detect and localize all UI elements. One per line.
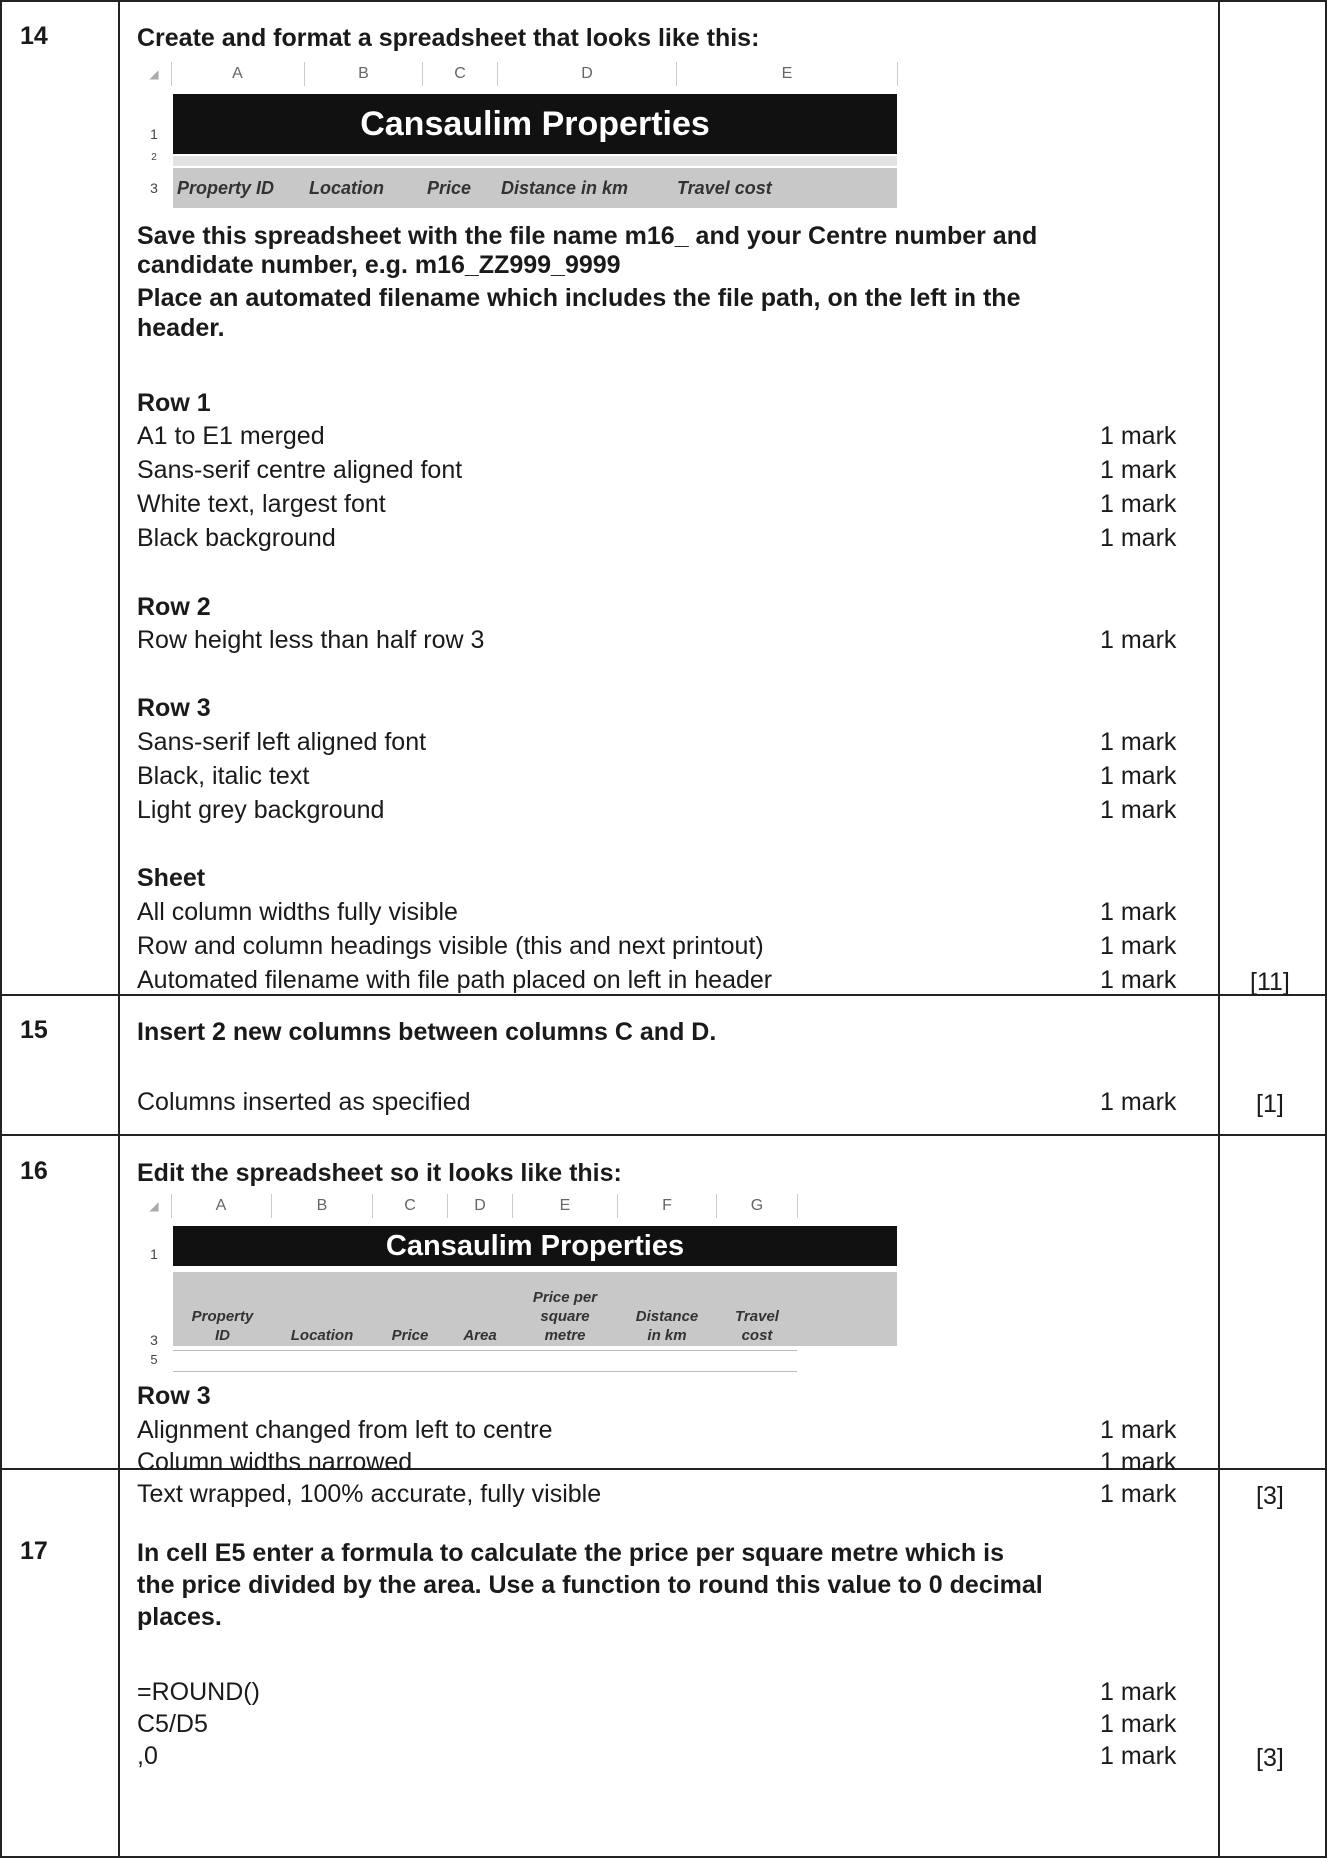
header-line: Price bbox=[391, 1327, 429, 1344]
question-instruction: Edit the spreadsheet so it looks like this: bbox=[137, 1159, 622, 1187]
mark-label: 1 mark bbox=[1100, 728, 1177, 756]
column-header: G bbox=[717, 1194, 798, 1218]
mark-label: 1 mark bbox=[1100, 898, 1177, 926]
criterion: C5/D5 bbox=[137, 1710, 208, 1738]
criterion: Black, italic text bbox=[137, 762, 310, 790]
header-cell bbox=[513, 1272, 617, 1346]
criterion: A1 to E1 merged bbox=[137, 422, 325, 450]
question-total-marks: [11] bbox=[1250, 968, 1290, 996]
header-cell bbox=[618, 1272, 716, 1346]
mark-label: 1 mark bbox=[1100, 456, 1177, 484]
question-instruction: Create and format a spreadsheet that looks like this: bbox=[137, 24, 760, 52]
spreadsheet-sample-q14 bbox=[137, 62, 897, 212]
header-cell: Price bbox=[427, 178, 472, 198]
section-heading-row3: Row 3 bbox=[137, 694, 211, 722]
criterion: Columns inserted as specified bbox=[137, 1088, 471, 1116]
criterion: All column widths fully visible bbox=[137, 898, 458, 926]
row-divider-15-16 bbox=[0, 1134, 1327, 1136]
header-instruction-line: Place an automated filename which includes the file path, on the left in the bbox=[137, 284, 1021, 312]
question-total-marks: [3] bbox=[1256, 1744, 1284, 1772]
column-header: B bbox=[272, 1194, 373, 1218]
section-heading-row2: Row 2 bbox=[137, 593, 211, 621]
header-cell: Location bbox=[309, 178, 384, 198]
header-line: in km bbox=[647, 1327, 687, 1344]
save-instruction-line: Save this spreadsheet with the file name m16_ and your Centre number and bbox=[137, 222, 1038, 250]
column-header: C bbox=[373, 1194, 448, 1218]
mark-label: 1 mark bbox=[1100, 966, 1177, 994]
header-cell bbox=[173, 1272, 272, 1346]
question-text-line: In cell E5 enter a formula to calculate the price per square metre which is bbox=[137, 1539, 1004, 1567]
column-header: D bbox=[498, 62, 677, 86]
header-line: Distance bbox=[635, 1308, 699, 1325]
criterion: =ROUND() bbox=[137, 1678, 260, 1706]
column-header: D bbox=[448, 1194, 513, 1218]
question-number: 14 bbox=[20, 22, 48, 50]
header-cell bbox=[373, 1272, 447, 1346]
column-header: B bbox=[305, 62, 423, 86]
row-number: 2 bbox=[151, 152, 157, 163]
row-number: 3 bbox=[150, 1332, 158, 1348]
mark-label: 1 mark bbox=[1100, 626, 1177, 654]
mark-label: 1 mark bbox=[1100, 1678, 1177, 1706]
criterion: Row and column headings visible (this and next printout) bbox=[137, 932, 764, 960]
question-number: 17 bbox=[20, 1537, 48, 1565]
header-cell bbox=[717, 1272, 797, 1346]
mark-label: 1 mark bbox=[1100, 1088, 1177, 1116]
spreadsheet-sample-q16 bbox=[137, 1194, 897, 1369]
header-line: Location bbox=[290, 1327, 354, 1344]
section-heading-sheet: Sheet bbox=[137, 864, 206, 892]
question-total-marks: [3] bbox=[1256, 1482, 1284, 1510]
header-line: square bbox=[540, 1308, 590, 1325]
header-line: Travel bbox=[735, 1308, 779, 1325]
column-header: C bbox=[423, 62, 498, 86]
criterion: Text wrapped, 100% accurate, fully visible bbox=[137, 1480, 602, 1508]
column-divider-number bbox=[118, 0, 120, 1858]
question-text-line: places. bbox=[137, 1603, 222, 1631]
question-total-marks: [1] bbox=[1256, 1090, 1284, 1118]
header-line: metre bbox=[544, 1327, 586, 1344]
mark-label: 1 mark bbox=[1100, 1448, 1177, 1476]
sheet-title-cell: Cansaulim Properties bbox=[173, 94, 897, 154]
table-border-top bbox=[0, 0, 1327, 2]
criterion: Row height less than half row 3 bbox=[137, 626, 485, 654]
header-line: Property bbox=[191, 1308, 254, 1325]
criterion: Alignment changed from left to centre bbox=[137, 1416, 553, 1444]
header-cell bbox=[448, 1272, 512, 1346]
header-cell: Property ID bbox=[177, 178, 275, 198]
section-heading-row3: Row 3 bbox=[137, 1382, 211, 1410]
mark-label: 1 mark bbox=[1100, 422, 1177, 450]
question-text-line: the price divided by the area. Use a function to round this value to 0 decimal bbox=[137, 1571, 1043, 1599]
question-number: 15 bbox=[20, 1016, 48, 1044]
mark-label: 1 mark bbox=[1100, 762, 1177, 790]
criterion: Automated filename with file path placed on left in header bbox=[137, 966, 773, 994]
select-all-corner: ◢ bbox=[137, 62, 172, 86]
row-number: 3 bbox=[150, 180, 158, 196]
header-cell bbox=[272, 1272, 372, 1346]
select-all-corner: ◢ bbox=[137, 1194, 172, 1218]
row-number: 1 bbox=[150, 1246, 158, 1262]
criterion: Black background bbox=[137, 524, 336, 552]
sheet-title-cell: Cansaulim Properties bbox=[173, 1226, 897, 1266]
question-instruction: Insert 2 new columns between columns C and D. bbox=[137, 1018, 717, 1046]
criterion: ,0 bbox=[137, 1742, 158, 1770]
sheet-empty-row bbox=[173, 1350, 797, 1372]
criterion: Column widths narrowed bbox=[137, 1448, 413, 1476]
column-header: A bbox=[171, 1194, 272, 1218]
mark-label: 1 mark bbox=[1100, 1742, 1177, 1770]
header-line: Price per bbox=[532, 1289, 598, 1306]
header-cell: Travel cost bbox=[677, 178, 772, 198]
mark-label: 1 mark bbox=[1100, 1480, 1177, 1508]
row-number: 1 bbox=[150, 126, 158, 142]
column-header: E bbox=[677, 62, 898, 86]
mark-label: 1 mark bbox=[1100, 490, 1177, 518]
table-border-left bbox=[0, 0, 2, 1858]
header-cell: Distance in km bbox=[501, 178, 629, 198]
column-header: F bbox=[618, 1194, 717, 1218]
criterion: Sans-serif centre aligned font bbox=[137, 456, 463, 484]
question-number: 16 bbox=[20, 1157, 48, 1185]
column-header: E bbox=[513, 1194, 618, 1218]
header-line: cost bbox=[741, 1327, 773, 1344]
row-number: 5 bbox=[150, 1352, 158, 1367]
criterion: Sans-serif left aligned font bbox=[137, 728, 427, 756]
section-heading-row1: Row 1 bbox=[137, 389, 211, 417]
column-divider-marks bbox=[1218, 0, 1220, 1858]
save-instruction-line: candidate number, e.g. m16_ZZ999_9999 bbox=[137, 251, 621, 279]
mark-label: 1 mark bbox=[1100, 1416, 1177, 1444]
mark-label: 1 mark bbox=[1100, 1710, 1177, 1738]
mark-label: 1 mark bbox=[1100, 524, 1177, 552]
header-line: Area bbox=[463, 1327, 497, 1344]
mark-label: 1 mark bbox=[1100, 796, 1177, 824]
mark-label: 1 mark bbox=[1100, 932, 1177, 960]
sheet-row-2 bbox=[173, 156, 897, 166]
header-instruction-line: header. bbox=[137, 314, 225, 342]
column-header: A bbox=[171, 62, 305, 86]
criterion: White text, largest font bbox=[137, 490, 386, 518]
header-line: ID bbox=[215, 1327, 230, 1344]
criterion: Light grey background bbox=[137, 796, 385, 824]
